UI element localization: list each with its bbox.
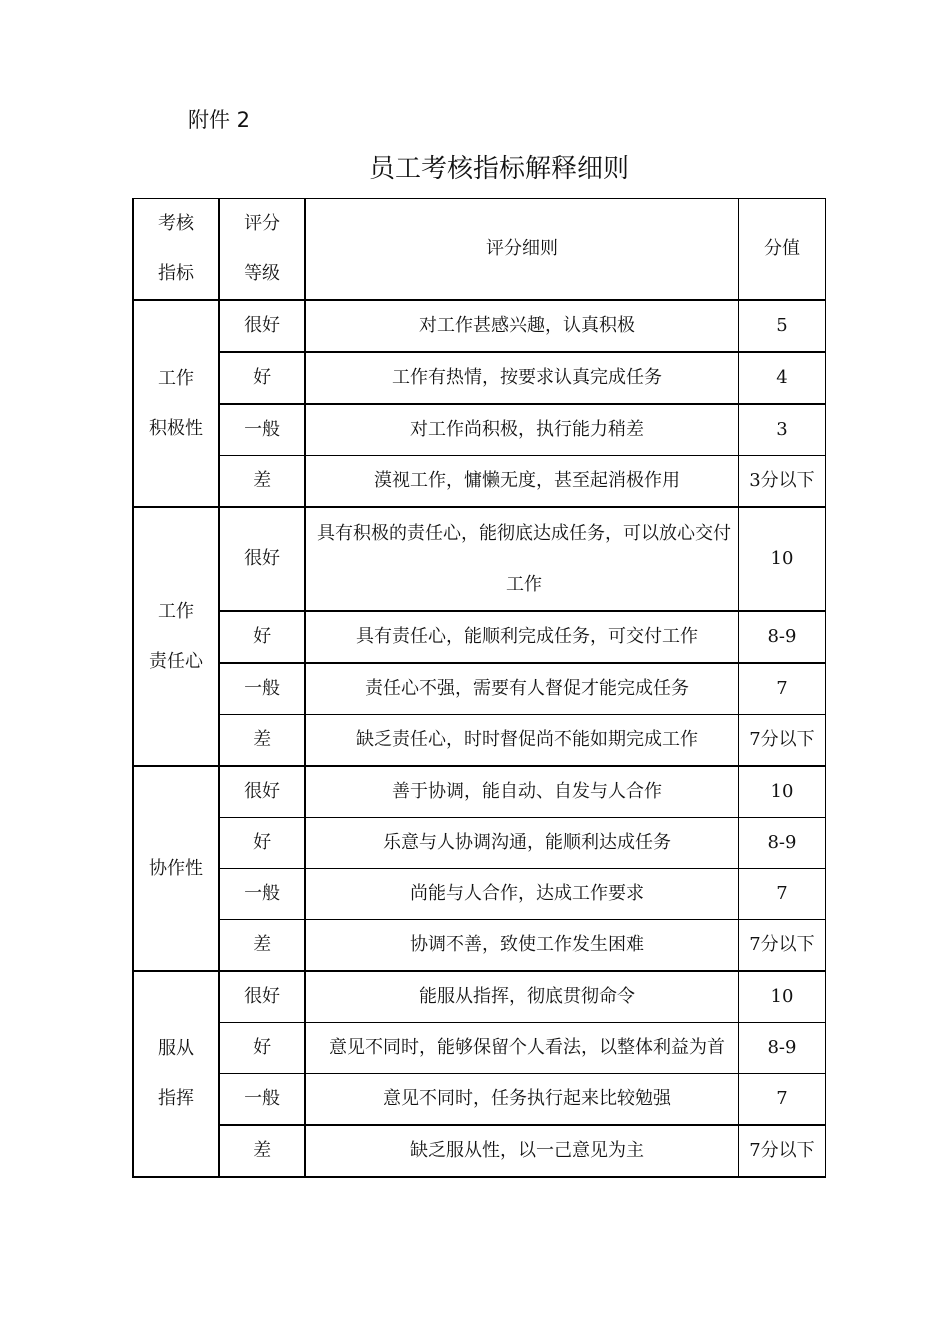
score-cell: 3分以下	[738, 456, 825, 508]
detail-cell: 缺乏责任心，时时督促尚不能如期完成工作	[305, 715, 738, 767]
detail-cell: 善于协调，能自动、自发与人合作	[305, 766, 738, 818]
table-row	[133, 1023, 826, 1074]
grade-cell: 很好	[219, 300, 305, 352]
detail-cell: 缺乏服从性，以一己意见为主	[305, 1125, 738, 1177]
group-name-line1: 服从	[158, 1038, 195, 1059]
grade-cell: 好	[219, 818, 305, 869]
score-cell: 7分以下	[738, 715, 825, 767]
detail-cell: 能服从指挥，彻底贯彻命令	[305, 971, 738, 1023]
grade-cell: 好	[219, 611, 305, 663]
detail-cell: 对工作甚感兴趣，认真积极	[305, 300, 738, 352]
table-row	[133, 300, 826, 352]
score-cell: 8-9	[738, 1023, 825, 1074]
group-name-line1: 工作	[158, 600, 195, 622]
table-row	[133, 456, 826, 508]
score-cell: 7	[738, 663, 825, 715]
header-score: 分值	[738, 199, 825, 301]
detail-cell: 乐意与人协调沟通，能顺利达成任务	[305, 818, 738, 869]
score-cell: 5	[738, 300, 825, 352]
score-cell: 7	[738, 869, 825, 920]
grade-cell: 好	[219, 1023, 305, 1074]
grade-cell: 很好	[219, 766, 305, 818]
group-name-line1: 协作性	[149, 857, 204, 879]
evaluation-table	[132, 198, 826, 1178]
score-cell: 7分以下	[738, 920, 825, 972]
header-row	[133, 199, 826, 301]
group-name-line1: 工作	[158, 367, 195, 389]
grade-cell: 差	[219, 920, 305, 972]
grade-cell: 很好	[219, 507, 305, 611]
detail-cell: 意见不同时，任务执行起来比较勉强	[305, 1074, 738, 1126]
header-indicator-line2: 指标	[158, 263, 195, 284]
score-cell: 8-9	[738, 611, 825, 663]
group-name-line2: 指挥	[158, 1088, 195, 1109]
table-row	[133, 663, 826, 715]
detail-cell: 尚能与人合作，达成工作要求	[305, 869, 738, 920]
detail-cell: 责任心不强，需要有人督促才能完成任务	[305, 663, 738, 715]
group-name-line2: 责任心	[149, 650, 204, 672]
header-detail: 评分细则	[305, 199, 738, 301]
group-name	[133, 766, 219, 971]
grade-cell: 很好	[219, 971, 305, 1023]
detail-cell: 协调不善，致使工作发生困难	[305, 920, 738, 972]
group-name	[133, 507, 219, 766]
page-title: 员工考核指标解释细则	[368, 154, 629, 184]
attachment-label: 附件 2	[188, 108, 251, 132]
header-grade-line2: 等级	[244, 263, 281, 284]
table-row	[133, 352, 826, 404]
detail-cell: 漠视工作，慵懒无度，甚至起消极作用	[305, 456, 738, 508]
score-cell: 3	[738, 404, 825, 456]
table-row	[133, 611, 826, 663]
table-row	[133, 766, 826, 818]
table-row	[133, 1074, 826, 1126]
grade-cell: 一般	[219, 1074, 305, 1126]
score-cell: 7分以下	[738, 1125, 825, 1177]
grade-cell: 一般	[219, 663, 305, 715]
table-row	[133, 971, 826, 1023]
detail-cell: 意见不同时，能够保留个人看法，以整体利益为首	[305, 1023, 738, 1074]
score-cell: 4	[738, 352, 825, 404]
group-name-line2: 积极性	[149, 417, 204, 439]
score-cell: 10	[738, 766, 825, 818]
score-cell: 10	[738, 971, 825, 1023]
table-row	[133, 818, 826, 869]
table-row	[133, 404, 826, 456]
group-name	[133, 300, 219, 507]
grade-cell: 差	[219, 715, 305, 767]
grade-cell: 差	[219, 456, 305, 508]
table-row	[133, 1125, 826, 1177]
grade-cell: 一般	[219, 404, 305, 456]
score-cell: 8-9	[738, 818, 825, 869]
score-cell: 7	[738, 1074, 825, 1126]
detail-cell: 对工作尚积极，执行能力稍差	[305, 404, 738, 456]
detail-cell: 具有积极的责任心，能彻底达成任务，可以放心交付工作	[305, 507, 738, 611]
detail-cell: 工作有热情，按要求认真完成任务	[305, 352, 738, 404]
table-row	[133, 507, 826, 611]
grade-cell: 一般	[219, 869, 305, 920]
table-row	[133, 920, 826, 972]
score-cell: 10	[738, 507, 825, 611]
table-row	[133, 715, 826, 767]
header-indicator	[133, 199, 219, 301]
header-indicator-line1: 考核	[158, 213, 195, 234]
header-grade-line1: 评分	[244, 213, 281, 234]
table-row	[133, 869, 826, 920]
header-grade	[219, 199, 305, 301]
grade-cell: 好	[219, 352, 305, 404]
detail-cell: 具有责任心，能顺利完成任务，可交付工作	[305, 611, 738, 663]
grade-cell: 差	[219, 1125, 305, 1177]
group-name	[133, 971, 219, 1177]
